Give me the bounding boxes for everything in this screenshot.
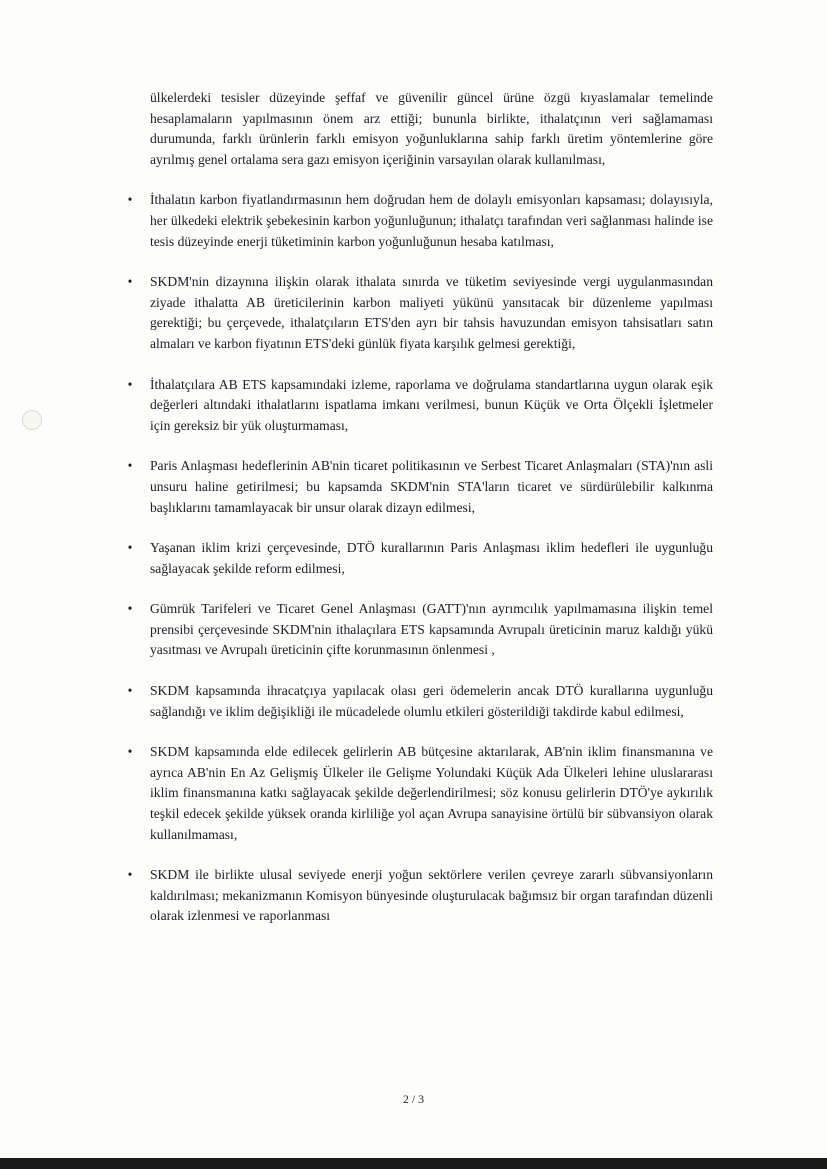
bullet-icon: • [127, 376, 133, 392]
bullet-list [127, 190, 713, 927]
list-item-text: SKDM ile birlikte ulusal seviyede enerji yoğun sektörlere verilen çevreye zararlı sübvansiyonların kaldırılması; mekanizmanın Komisyon bünyesinde oluşturulacak bağımsız bir organ tarafından düzenli olarak izlenmesi ve raporlanması [150, 867, 713, 924]
list-item [127, 742, 713, 845]
bullet-icon: • [127, 601, 133, 617]
document-body [127, 88, 713, 947]
intro-paragraph: ülkelerdeki tesisler düzeyinde şeffaf ve güvenilir güncel ürüne özgü kıyaslamalar temelinde hesaplamaların yapılmasının önem arz ettiği; bununla birlikte, ithalatçının veri sağlamaması durumunda, farklı ürünlerin farklı emisyon yoğunluklarına sahip farklı üretim yöntemlerine göre ayrılmış genel ortalama sera gazı emisyon içeriğinin varsayılan olarak kullanılması, [150, 90, 713, 167]
bullet-icon: • [127, 274, 133, 290]
list-item-text: SKDM'nin dizaynına ilişkin olarak ithalata sınırda ve tüketim seviyesinde vergi uygulanmasından ziyade ithalatta AB üreticilerinin karbon maliyeti yükünü yansıtacak bir düzenleme yapılması gerektiği; bu çerçevede, ithalatçıların ETS'den ayrı bir tahsis havuzundan emisyon tahsisatları satın almaları ve karbon fiyatının ETS'deki günlük fiyata karşılık gelmesi gerektiği, [150, 274, 713, 351]
page-number: 2 / 3 [402, 1092, 425, 1106]
list-item [127, 190, 713, 252]
scan-bottom-edge [0, 1158, 827, 1169]
bullet-icon: • [127, 683, 133, 699]
list-item [127, 865, 713, 927]
list-item-text: SKDM kapsamında ihracatçıya yapılacak olası geri ödemelerin ancak DTÖ kurallarına uygunluğu sağlandığı ve iklim değişikliği ile mücadelede olumlu etkileri gösterildiği takdirde kabul edilmesi, [150, 683, 713, 719]
list-item [127, 538, 713, 579]
bullet-icon: • [127, 744, 133, 760]
list-item-text: İthalatın karbon fiyatlandırmasının hem doğrudan hem de dolaylı emisyonları kapsaması; dolayısıyla, her ülkedeki elektrik şebekesinin karbon yoğunluğunun; ithalatçı tarafından veri sağlanması halinde ise tesis düzeyinde enerji tüketiminin karbon yoğunluğunun hesaba katılması, [150, 192, 713, 249]
list-item-text: Gümrük Tarifeleri ve Ticaret Genel Anlaşması (GATT)'nın ayrımcılık yapılmamasına ilişkin temel prensibi çerçevesinde SKDM'nin ithalaçılara ETS kapsamında Avrupalı üreticinin maruz kaldığı yükü yasıtması ve Avrupalı üreticinin çifte korunmasının önlenmesi , [150, 601, 713, 658]
list-item-text: Paris Anlaşması hedeflerinin AB'nin ticaret politikasının ve Serbest Ticaret Anlaşmaları (STA)'nın asli unsuru haline getirilmesi; bu kapsamda SKDM'nin STA'ların ticaret ve sürdürülebilir kalkınma başlıklarını tamamlayacak bir unsur olarak dizayn edilmesi, [150, 458, 713, 515]
list-item-text: SKDM kapsamında elde edilecek gelirlerin AB bütçesine aktarılarak, AB'nin iklim finansmanına ve ayrıca AB'nin En Az Gelişmiş Ülkeler ile Gelişme Yolundaki Küçük Ada Ülkeleri lehine uluslararası iklim finansmanına katkı sağlayacak şekilde değerlendirilmesi; söz konusu gelirlerin DTÖ'ye aykırılık teşkil edecek şekilde yüksek oranda kirliliğe yol açan Avrupa sanayisine örtülü bir sübvansiyon olarak kullanılmaması, [150, 744, 713, 842]
list-item [127, 681, 713, 722]
list-item-text: Yaşanan iklim krizi çerçevesinde, DTÖ kurallarının Paris Anlaşması iklim hedefleri ile uygunluğu sağlayacak şekilde reform edilmesi, [150, 540, 713, 576]
punch-hole-mark [22, 410, 42, 430]
bullet-icon: • [127, 540, 133, 556]
list-item [127, 375, 713, 437]
bullet-icon: • [127, 458, 133, 474]
list-item [127, 599, 713, 661]
list-item-text: İthalatçılara AB ETS kapsamındaki izleme, raporlama ve doğrulama standartlarına uygun olarak eşik değerleri altındaki ithalatlarını ispatlama imkanı verilmesi, bunun Küçük ve Orta Ölçekli İşletmeler için gereksiz bir yük oluşturmaması, [150, 376, 713, 433]
bullet-icon: • [127, 867, 133, 883]
list-item [127, 456, 713, 518]
list-item [127, 272, 713, 354]
bullet-icon: • [127, 192, 133, 208]
